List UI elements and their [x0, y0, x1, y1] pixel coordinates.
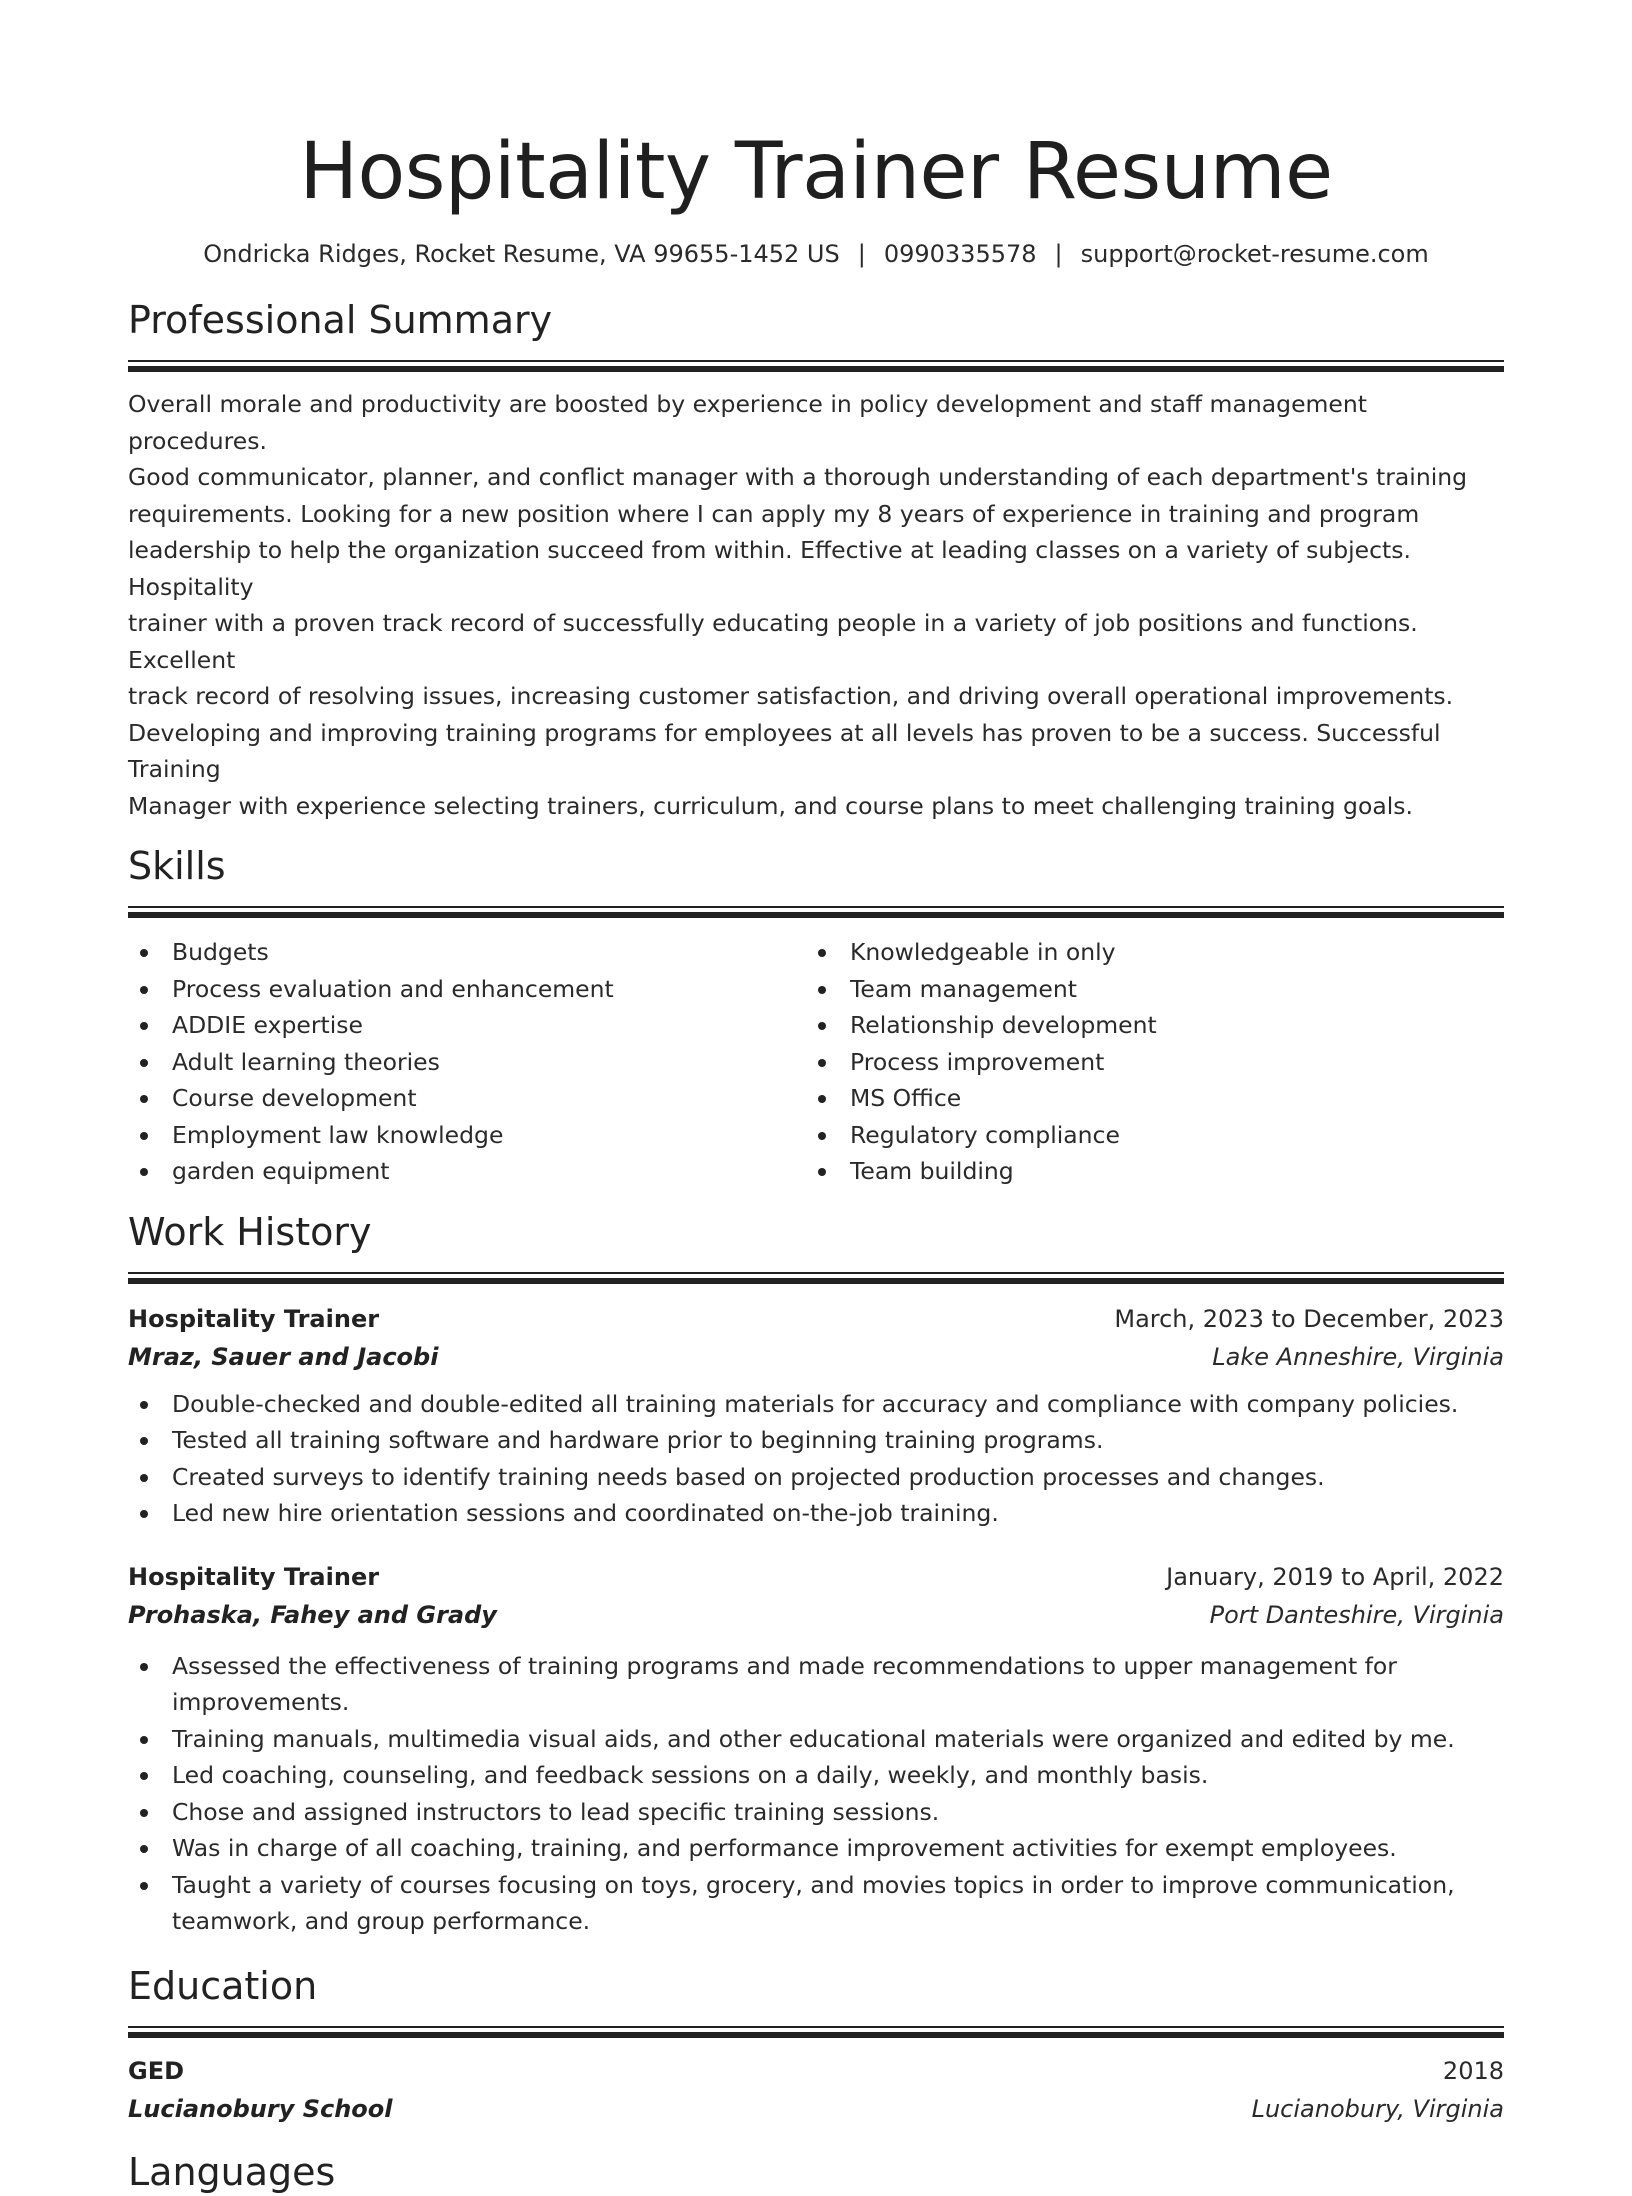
section-divider	[128, 360, 1504, 372]
job-subheader	[128, 1338, 1504, 1376]
job-dates: January, 2019 to April, 2022	[1166, 1562, 1504, 1591]
skill-item: Relationship development	[806, 1007, 1484, 1044]
section-divider	[128, 2026, 1504, 2038]
education-header	[128, 2052, 1504, 2090]
job-bullet: Taught a variety of courses focusing on toys, grocery, and movies topics in order to improve communication, teamwork, and group performance.	[128, 1867, 1468, 1940]
page-title: Hospitality Trainer Resume	[299, 127, 1333, 217]
job-entry	[128, 1558, 1504, 1940]
summary-section	[128, 296, 1504, 824]
summary-text	[128, 386, 1504, 824]
skill-item: Process evaluation and enhancement	[128, 971, 806, 1008]
job-bullet: Tested all training software and hardware prior to beginning training programs.	[128, 1422, 1504, 1459]
job-subheader	[128, 1596, 1504, 1634]
summary-line: requirements. Looking for a new position where I can apply my 8 years of experience in training and program	[128, 499, 1420, 528]
section-divider	[128, 906, 1504, 918]
job-bullet: Chose and assigned instructors to lead specific training sessions.	[128, 1794, 1468, 1831]
languages-heading: Languages	[128, 2149, 336, 2194]
summary-line: Good communicator, planner, and conflict manager with a thorough understanding of each department's training	[128, 463, 1468, 491]
skill-item: garden equipment	[128, 1153, 806, 1190]
job-bullet: Led coaching, counseling, and feedback sessions on a daily, weekly, and monthly basis.	[128, 1757, 1468, 1794]
job-bullets	[128, 1386, 1504, 1532]
job-title: Hospitality Trainer	[128, 1562, 380, 1591]
languages-section	[128, 2148, 1504, 2196]
education-degree: GED	[128, 2056, 185, 2085]
job-location: Port Danteshire, Virginia	[1209, 1600, 1504, 1629]
job-bullets	[128, 1648, 1468, 1940]
contact-address: Ondricka Ridges, Rocket Resume, VA 99655-1452 US	[203, 240, 840, 268]
education-section	[128, 1962, 1504, 2128]
skills-heading: Skills	[128, 844, 226, 888]
job-title: Hospitality Trainer	[128, 1304, 380, 1333]
skill-item: Budgets	[128, 934, 806, 971]
skills-list-left	[128, 934, 806, 1190]
skills-section	[128, 842, 1504, 1190]
job-company: Prohaska, Fahey and Grady	[128, 1600, 497, 1629]
skills-list-right	[806, 934, 1484, 1190]
job-bullet: Led new hire orientation sessions and coordinated on-the-job training.	[128, 1495, 1504, 1532]
skills-columns	[128, 934, 1504, 1190]
skill-item: Adult learning theories	[128, 1044, 806, 1081]
job-bullet: Was in charge of all coaching, training, and performance improvement activities for exempt employees.	[128, 1830, 1468, 1867]
skill-item: ADDIE expertise	[128, 1007, 806, 1044]
summary-line: Overall morale and productivity are boosted by experience in policy development and staff management procedures.	[128, 390, 1367, 455]
skill-item: Team building	[806, 1153, 1484, 1190]
job-bullet: Training manuals, multimedia visual aids, and other educational materials were organized and edited by me.	[128, 1721, 1468, 1758]
summary-line: track record of resolving issues, increasing customer satisfaction, and driving overall operational improvements.	[128, 682, 1454, 710]
section-divider	[128, 1272, 1504, 1284]
education-heading: Education	[128, 1963, 318, 2008]
summary-line: Developing and improving training programs for employees at all levels has proven to be a success. Successful Training	[128, 718, 1441, 783]
resume-page	[128, 0, 1504, 2196]
skill-item: Employment law knowledge	[128, 1117, 806, 1154]
job-dates: March, 2023 to December, 2023	[1114, 1304, 1504, 1333]
summary-line: trainer with a proven track record of successfully educating people in a variety of job positions and functions. Excellent	[128, 609, 1418, 674]
skill-item: Regulatory compliance	[806, 1117, 1484, 1154]
skill-item: Knowledgeable in only	[806, 934, 1484, 971]
contact-separator: |	[1054, 240, 1063, 268]
job-bullet: Double-checked and double-edited all training materials for accuracy and compliance with company policies.	[128, 1386, 1504, 1423]
contact-line	[128, 238, 1504, 270]
job-company: Mraz, Sauer and Jacobi	[128, 1342, 439, 1371]
skill-item: Process improvement	[806, 1044, 1484, 1081]
contact-phone: 0990335578	[883, 240, 1037, 268]
job-header	[128, 1300, 1504, 1338]
job-bullet: Created surveys to identify training needs based on projected production processes and changes.	[128, 1459, 1504, 1496]
skill-item: MS Office	[806, 1080, 1484, 1117]
summary-line: Manager with experience selecting trainers, curriculum, and course plans to meet challenging training goals.	[128, 791, 1413, 820]
education-year: 2018	[1442, 2056, 1504, 2085]
education-subheader	[128, 2090, 1504, 2128]
contact-email: support@rocket-resume.com	[1080, 240, 1429, 268]
job-location: Lake Anneshire, Virginia	[1212, 1342, 1504, 1371]
education-school: Lucianobury School	[128, 2094, 393, 2123]
job-entry	[128, 1300, 1504, 1532]
contact-separator: |	[857, 240, 866, 268]
skill-item: Course development	[128, 1080, 806, 1117]
education-location: Lucianobury, Virginia	[1251, 2094, 1504, 2123]
work-heading: Work History	[128, 1209, 372, 1254]
summary-line: leadership to help the organization succeed from within. Effective at leading classes on a variety of subjects. Hospitality	[128, 536, 1411, 601]
skill-item: Team management	[806, 971, 1484, 1008]
work-section	[128, 1208, 1504, 1940]
job-header	[128, 1558, 1504, 1596]
education-entry	[128, 2052, 1504, 2128]
summary-heading: Professional Summary	[128, 298, 553, 342]
job-bullet: Assessed the effectiveness of training programs and made recommendations to upper management for improvements.	[128, 1648, 1468, 1721]
